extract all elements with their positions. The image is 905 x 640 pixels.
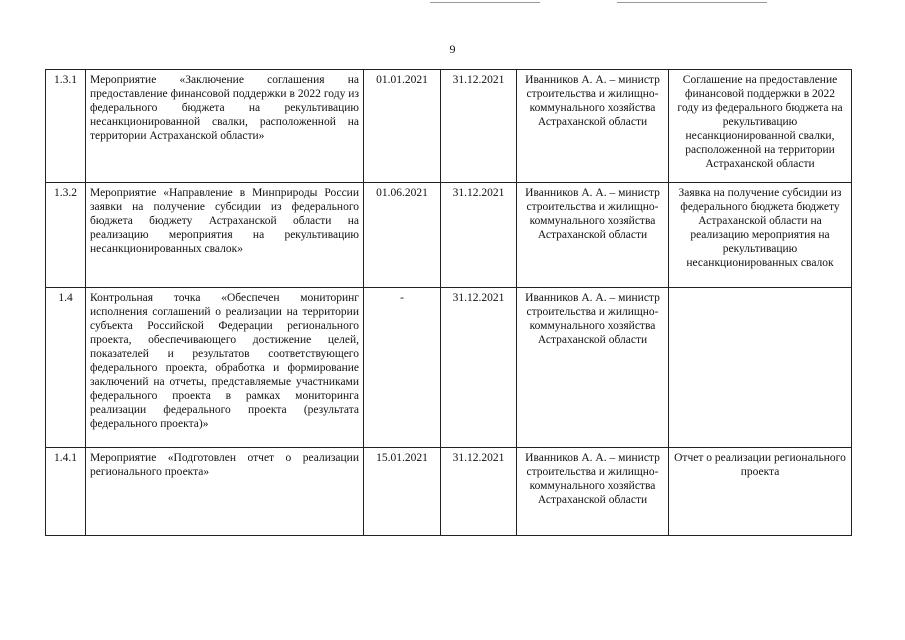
activity-name: Мероприятие «Направление в Минприроды России заявки на получение субсидии из федерального бюджета бюджету Астраханской области на реализацию мероприятия на рекультивацию несанкционированных свалок»	[86, 183, 364, 288]
table-row	[46, 70, 852, 183]
activity-name: Контрольная точка «Обеспечен мониторинг исполнения соглашений о реализации на территории субъекта Российской Федерации регионального проекта, обеспечивающего достижение целей, показателей и результатов соответствующего федерального проекта, обработка и формирование заключений на отчеты, представляемые участниками федерального проекта в рамках мониторинга реализации федерального проекта (результата федерального проекта)»	[86, 288, 364, 448]
table-row	[46, 183, 852, 288]
responsible-person: Иванников А. А. – министр строительства и жилищно-коммунального хозяйства Астраханской области	[517, 183, 669, 288]
result-document: Соглашение на предоставление финансовой поддержки в 2022 году из федерального бюджета на рекультивацию несанкционированной свалки, расположенной на территории Астраханской области	[669, 70, 852, 183]
end-date: 31.12.2021	[441, 70, 517, 183]
responsible-person: Иванников А. А. – министр строительства и жилищно-коммунального хозяйства Астраханской области	[517, 288, 669, 448]
row-number: 1.3.1	[46, 70, 86, 183]
responsible-person: Иванников А. А. – министр строительства и жилищно-коммунального хозяйства Астраханской области	[517, 70, 669, 183]
responsible-person: Иванников А. А. – министр строительства и жилищно-коммунального хозяйства Астраханской области	[517, 448, 669, 536]
activity-name: Мероприятие «Заключение соглашения на предоставление финансовой поддержки в 2022 году из федерального бюджета на рекультивацию несанкционированной свалки, расположенной на территории Астраханской области»	[86, 70, 364, 183]
row-number: 1.4	[46, 288, 86, 448]
table-row	[46, 288, 852, 448]
start-date: 01.06.2021	[364, 183, 441, 288]
start-date: -	[364, 288, 441, 448]
top-rule-right	[617, 2, 767, 3]
start-date: 15.01.2021	[364, 448, 441, 536]
activity-name: Мероприятие «Подготовлен отчет о реализации регионального проекта»	[86, 448, 364, 536]
end-date: 31.12.2021	[441, 183, 517, 288]
end-date: 31.12.2021	[441, 288, 517, 448]
page-number: 9	[449, 42, 456, 56]
table-row	[46, 448, 852, 536]
result-document	[669, 288, 852, 448]
start-date: 01.01.2021	[364, 70, 441, 183]
result-document: Отчет о реализации регионального проекта	[669, 448, 852, 536]
row-number: 1.3.2	[46, 183, 86, 288]
top-rule-left	[430, 2, 540, 3]
end-date: 31.12.2021	[441, 448, 517, 536]
row-number: 1.4.1	[46, 448, 86, 536]
project-plan-table	[45, 69, 852, 536]
result-document: Заявка на получение субсидии из федерального бюджета бюджету Астраханской области на реализацию мероприятия на рекультивацию несанкционированных свалок	[669, 183, 852, 288]
